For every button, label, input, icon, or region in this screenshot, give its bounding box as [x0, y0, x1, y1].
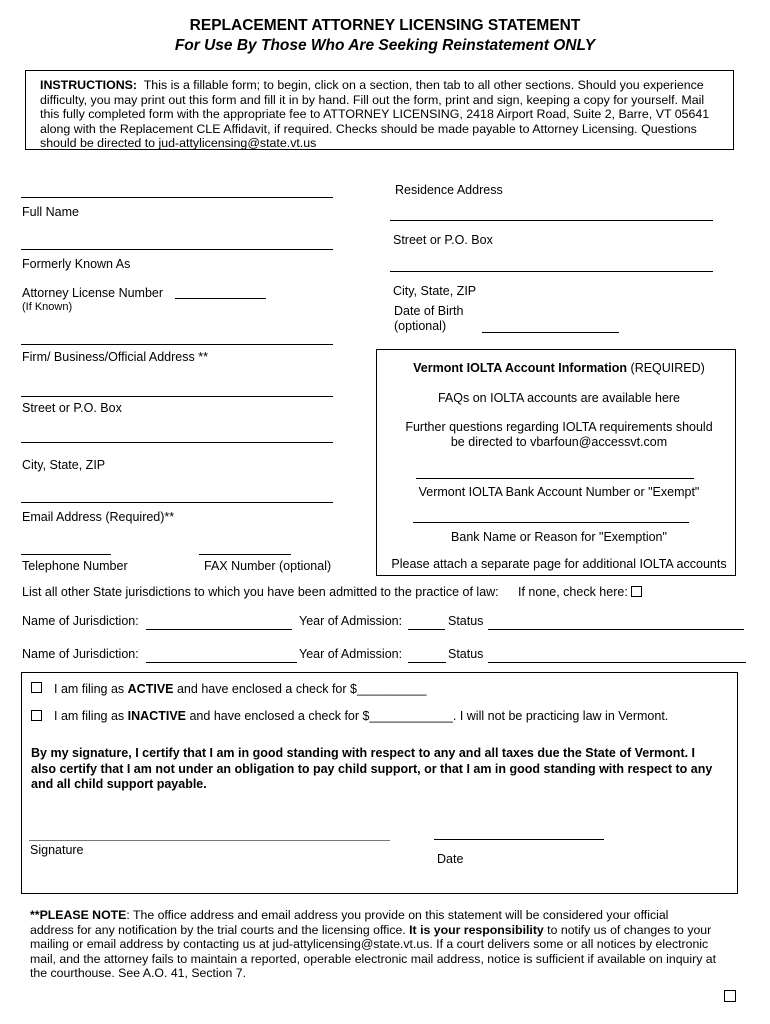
firm-city-input[interactable]	[22, 426, 332, 442]
status-line	[488, 662, 746, 663]
iolta-bank-line	[413, 522, 689, 523]
please-note	[30, 908, 740, 981]
residence-address-label: Residence Address	[395, 183, 503, 197]
date-of-birth-optional: (optional)	[394, 319, 447, 333]
status-label: Status	[448, 647, 484, 661]
none-check-label: If none, check here:	[518, 585, 628, 599]
license-number-input[interactable]	[176, 282, 266, 298]
note-line: mailing or email address by contacting us at jud-attylicensing@state.vt.us. If a court delivers some or all notices by electronic	[30, 937, 709, 952]
iolta-faq-link[interactable]: FAQs on IOLTA accounts are available here	[437, 391, 681, 405]
residence-street-input[interactable]	[391, 255, 711, 271]
residence-address-line	[390, 220, 713, 221]
year-admission-line	[408, 662, 446, 663]
date-of-birth-input[interactable]	[483, 316, 618, 332]
status-line	[488, 629, 744, 630]
residence-street-label: Street or P.O. Box	[393, 233, 493, 247]
firm-city-label: City, State, ZIP	[22, 458, 106, 472]
jurisdictions-prompt: List all other State jurisdictions to which you have been admitted to the practice of law:	[22, 585, 499, 599]
jurisdiction-name-line	[146, 662, 297, 663]
signature-label: Signature	[30, 843, 84, 857]
note-line: to notify us of changes to your	[543, 922, 712, 937]
note-line: : The office address and email address you provide on this statement will be considered your official	[126, 908, 669, 922]
none-checkbox[interactable]	[631, 586, 642, 597]
fax-input[interactable]	[200, 538, 290, 554]
active-suffix: and have enclosed a check for $__________	[176, 682, 427, 696]
iolta-heading-required: (REQUIRED)	[630, 361, 705, 375]
full-name-input[interactable]	[22, 181, 332, 197]
iolta-heading-bold: Vermont IOLTA Account Information	[413, 361, 628, 375]
year-admission-line	[408, 629, 445, 630]
instructions-label: INSTRUCTIONS:	[40, 78, 138, 92]
date-input[interactable]	[435, 823, 602, 839]
iolta-account-label: Vermont IOLTA Bank Account Number or "Exempt"	[418, 485, 700, 499]
inactive-prefix: I am filing as	[54, 709, 125, 723]
signature-input[interactable]	[30, 823, 388, 839]
firm-city-line	[21, 442, 333, 443]
formerly-known-as-input[interactable]	[22, 233, 332, 249]
active-filing-text	[54, 682, 426, 696]
note-line: the courthouse. See A.O. 41, Section 7.	[30, 966, 247, 981]
certification-line: and all child support payable.	[31, 777, 207, 791]
firm-street-input[interactable]	[22, 380, 332, 396]
firm-address-line	[21, 344, 333, 345]
email-line	[21, 502, 333, 503]
certification-text	[31, 746, 731, 793]
iolta-questions-line: Further questions regarding IOLTA requirements should	[405, 420, 713, 434]
note-line: mail, and the attorney fails to maintain a reported, operable electronic mail address, notice is sufficient if available on inquiry at	[30, 951, 717, 966]
jurisdiction-name-label: Name of Jurisdiction:	[22, 614, 139, 628]
iolta-account-line	[416, 478, 694, 479]
license-number-label: Attorney License Number	[22, 286, 164, 300]
license-number-line	[175, 298, 266, 299]
instructions-line: along with the Replacement CLE Affidavit, if required. Checks should be made payable to Attorney Licensing. Questions	[40, 121, 697, 136]
inactive-suffix: and have enclosed a check for $____________. I will not be practicing law in Vermont.	[189, 709, 669, 723]
active-bold: ACTIVE	[127, 682, 174, 696]
email-label: Email Address (Required)**	[22, 510, 175, 524]
note-label: **PLEASE NOTE	[30, 908, 127, 922]
instructions-line: difficulty, you may print out this form and fill it in by hand. Fill out the form, print and sign, keeping a copy for yourself. Mail	[40, 92, 705, 107]
date-of-birth-line	[482, 332, 619, 333]
date-label: Date	[437, 852, 464, 866]
instructions-line: This is a fillable form; to begin, click on a section, then tab to all other sections. Should you experience	[143, 78, 704, 92]
signature-line	[29, 840, 390, 841]
if-known-note: (If Known)	[22, 301, 73, 313]
firm-address-input[interactable]	[22, 327, 332, 343]
iolta-bank-label: Bank Name or Reason for "Exemption"	[451, 530, 667, 544]
firm-street-line	[21, 396, 333, 397]
status-input[interactable]	[489, 646, 744, 662]
fax-line	[199, 554, 291, 555]
residence-street-line	[390, 271, 713, 272]
residence-address-input[interactable]	[391, 204, 711, 220]
inactive-checkbox[interactable]	[31, 710, 42, 721]
iolta-account-input[interactable]	[417, 462, 692, 478]
jurisdiction-name-input[interactable]	[147, 613, 291, 629]
jurisdiction-name-input[interactable]	[147, 646, 296, 662]
iolta-bank-input[interactable]	[414, 506, 687, 522]
date-line	[434, 839, 604, 840]
date-of-birth-label: Date of Birth	[394, 304, 464, 318]
certification-line: By my signature, I certify that I am in good standing with respect to any and all taxes due the State of Vermont. I	[31, 746, 696, 760]
iolta-questions-line: be directed to vbarfoun@accessvt.com	[450, 435, 668, 449]
inactive-bold: INACTIVE	[127, 709, 186, 723]
inactive-filing-text	[54, 709, 668, 723]
firm-street-label: Street or P.O. Box	[22, 401, 122, 415]
certification-line: also certify that I am not under an obligation to pay child support, or that I am in good standing with respect to any	[31, 761, 713, 776]
jurisdiction-name-label: Name of Jurisdiction:	[22, 647, 139, 661]
firm-address-label: Firm/ Business/Official Address **	[22, 350, 208, 364]
instructions-box	[25, 70, 734, 150]
jurisdiction-name-line	[146, 629, 292, 630]
formerly-known-as-label: Formerly Known As	[22, 257, 131, 271]
year-admission-input[interactable]	[409, 613, 444, 629]
email-input[interactable]	[22, 486, 332, 502]
status-input[interactable]	[489, 613, 743, 629]
active-prefix: I am filing as	[54, 682, 125, 696]
note-line: address for any notification by the trial courts and the licensing office.	[30, 922, 410, 937]
full-name-label: Full Name	[22, 205, 79, 219]
form-title: REPLACEMENT ATTORNEY LICENSING STATEMENT	[189, 17, 581, 34]
telephone-line	[21, 554, 111, 555]
residence-city-label: City, State, ZIP	[393, 284, 477, 298]
year-admission-label: Year of Admission:	[299, 614, 403, 628]
formerly-known-as-line	[21, 249, 333, 250]
telephone-label: Telephone Number	[22, 559, 128, 573]
active-checkbox[interactable]	[31, 682, 42, 693]
fax-label: FAX Number (optional)	[204, 559, 332, 573]
iolta-attach-note: Please attach a separate page for additional IOLTA accounts	[391, 557, 727, 571]
iolta-heading	[376, 361, 742, 375]
year-admission-label: Year of Admission:	[299, 647, 403, 661]
full-name-line	[21, 197, 333, 198]
note-emphasis: It is your responsibility	[409, 922, 544, 937]
telephone-input[interactable]	[22, 538, 110, 554]
instructions-line: this fully completed form with the appropriate fee to ATTORNEY LICENSING, 2418 Airport Road, Suite 2, Barre, VT 05641	[40, 107, 710, 122]
year-admission-input[interactable]	[409, 646, 444, 662]
form-subtitle: For Use By Those Who Are Seeking Reinstatement ONLY	[174, 37, 596, 54]
status-label: Status	[448, 614, 484, 628]
corner-checkbox[interactable]	[724, 990, 736, 1002]
instructions-line: should be directed to jud-attylicensing@state.vt.us	[40, 136, 317, 151]
